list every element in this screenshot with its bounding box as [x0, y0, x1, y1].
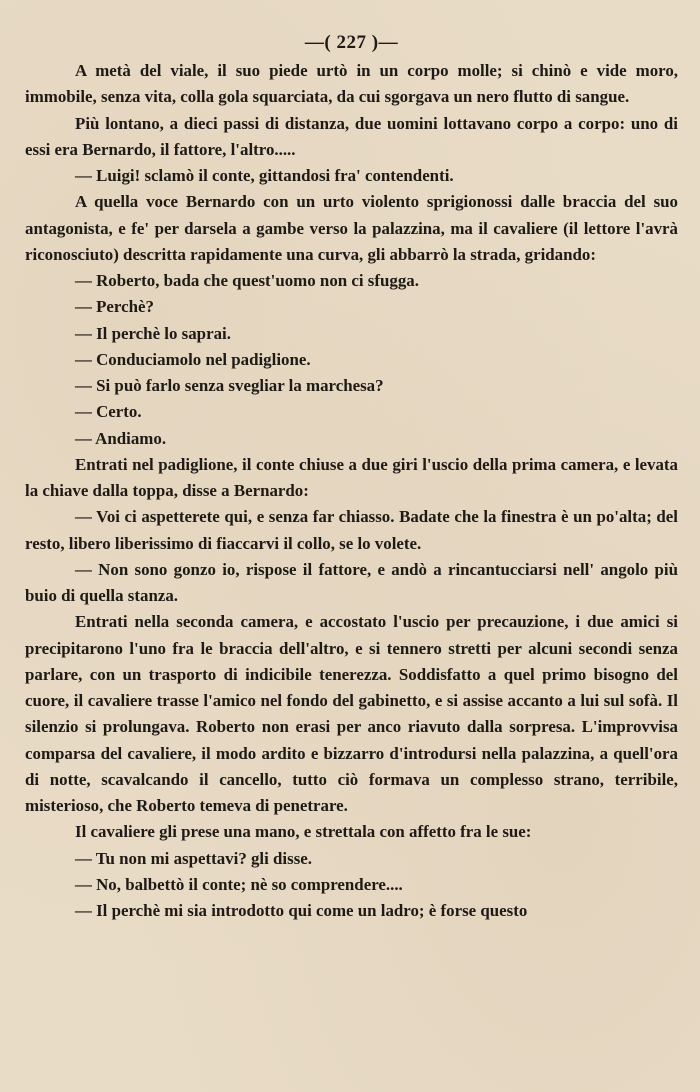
body-text [25, 58, 678, 924]
dialogue-line: — Tu non mi aspettavi? gli disse. [75, 848, 312, 868]
dialogue-line: — Roberto, bada che quest'uomo non ci sfugga. [75, 271, 419, 290]
paragraph: A metà del viale, il suo piede urtò in un corpo molle; si chinò e vide moro, immobile, senza vita, colla gola squarciata, da cui sgorgava un nero flutto di sangue. [25, 61, 678, 107]
paragraph: — Il perchè mi sia introdotto qui come un ladro; è forse questo [75, 901, 528, 920]
dialogue-line: — No, balbettò il conte; nè so comprendere.... [75, 874, 403, 894]
dialogue-line: — Andiamo. [75, 428, 167, 448]
page-number: —( 227 )— [304, 32, 399, 53]
paragraph: A quella voce Bernardo con un urto violento sprigionossi dalle braccia del suo antagonista, e fe' per darsela a gambe verso la palazzina, ma il cavaliere (il lettore l'avrà riconosciuto) descritta rapidamente una curva, gli abbarrò la strada, gridando: [25, 192, 678, 264]
paragraph: Entrati nel padiglione, il conte chiuse a due giri l'uscio della prima camera, e levata la chiave dalla toppa, disse a Bernardo: [25, 454, 678, 500]
dialogue-line: — Si può farlo senza svegliar la marchesa? [75, 376, 384, 395]
dialogue-line: — Il perchè lo saprai. [75, 323, 231, 343]
paragraph: Entrati nella seconda camera, e accostato l'uscio per precauzione, i due amici si precipitarono l'uno fra le braccia dell'altro, e si tennero stretti per alcuni secondi senza parlare, con un trasporto di indicibile tenerezza. Soddisfatto a quel primo bisogno del cuore, il cavaliere trasse l'amico nel fondo del gabinetto, e si assise accanto a lui sul sofà. Il silenzio si prolungava. Roberto non erasi per anco riavuto dalla sorpresa. L'improvvisa comparsa del cavaliere, il modo ardito e bizzarro d'introdursi nella palazzina, a quell'ora di notte, scavalcando il cancello, tutto ciò formava un complesso strano, terribile, misterioso, che Roberto temeva di penetrare. [25, 612, 678, 815]
dialogue-line: — Luigi! sclamò il conte, gittandosi fra' contendenti. [75, 166, 454, 185]
paragraph: — Voi ci aspetterete qui, e senza far chiasso. Badate che la finestra è un po'alta; del resto, libero liberissimo di fiaccarvi il collo, se lo volete. [25, 507, 678, 553]
dialogue-line: — Conduciamolo nel padiglione. [75, 349, 311, 369]
paragraph: — Non sono gonzo io, rispose il fattore, e andò a rincantucciarsi nell' angolo più buio di quella stanza. [25, 559, 678, 605]
dialogue-line: — Perchè? [75, 297, 154, 317]
paragraph: Più lontano, a dieci passi di distanza, due uomini lottavano corpo a corpo: uno di essi era Bernardo, il fattore, l'altro..... [25, 113, 678, 159]
dialogue-line: — Certo. [75, 402, 142, 422]
paragraph: Il cavaliere gli prese una mano, e strettala con affetto fra le sue: [75, 822, 532, 842]
